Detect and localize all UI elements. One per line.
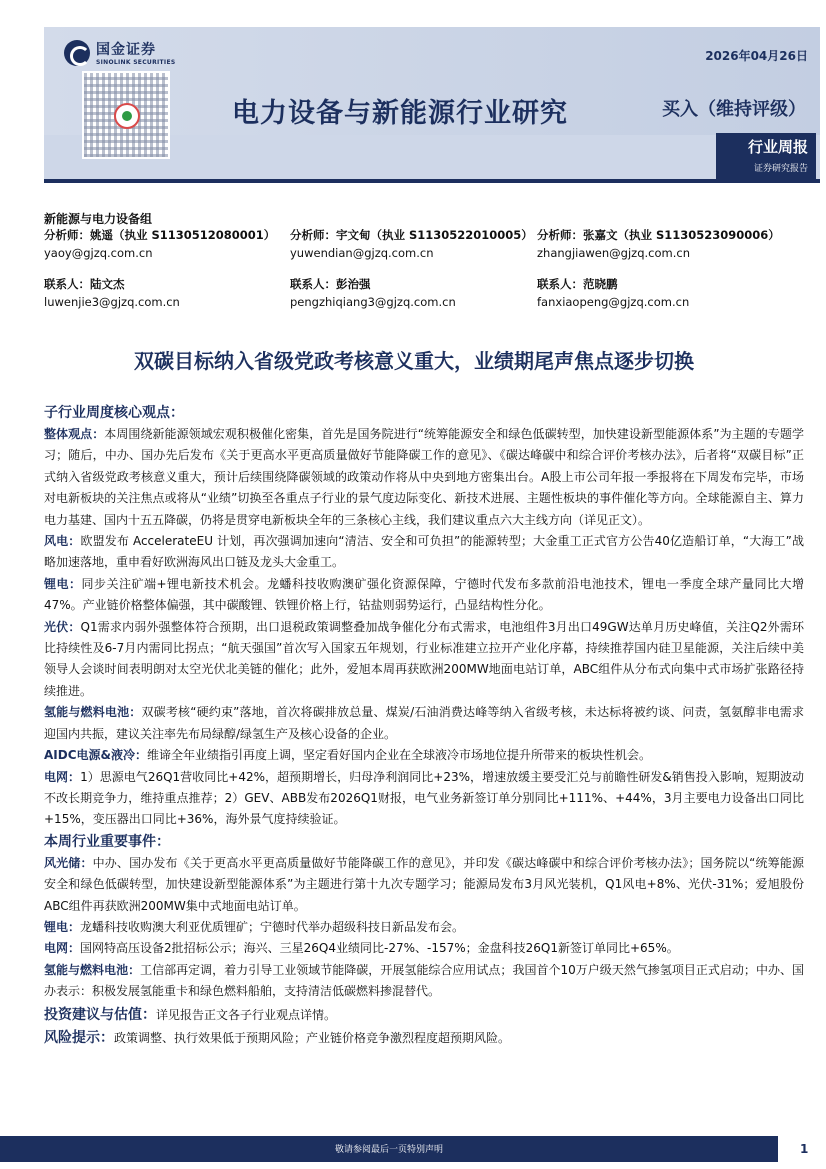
core-view-item <box>44 574 804 617</box>
qr-code-icon <box>82 71 170 159</box>
footer <box>0 1136 826 1169</box>
contact-name: 联系人：彭治强 <box>290 277 371 291</box>
logo-en: SINOLINK SECURITIES <box>96 59 176 66</box>
core-view-item <box>44 531 804 574</box>
report-date: 2026年04月26日 <box>705 49 808 63</box>
analyst-entry <box>290 226 533 262</box>
analyst-name: 分析师：宇文甸（执业 S1130522010005） <box>290 228 533 242</box>
report-type: 行业周报 <box>747 138 808 156</box>
item-text: 双碳考核“硬约束”落地，首次将碳排放总量、煤炭/石油消费达峰等纳入省级考核，未达标将被约谈、问责，氢氨醇非电需求迎国内共振，建议关注率先布局绿醇/绿氢生产及核心设备的企业。 <box>44 705 804 741</box>
company-logo <box>64 39 175 66</box>
item-text: 工信部再定调，着力引导工业领域节能降碳，开展氢能综合应用试点；我国首个10万户级天然气掺氢项目正式启动；中办、国办表示：积极发展氢能重卡和绿色燃料船舶，支持清洁低碳燃料掺混替代。 <box>44 962 804 999</box>
item-label: 锂电： <box>44 576 82 591</box>
invest-advice <box>44 1005 804 1026</box>
analyst-email[interactable]: yaoy@gjzq.com.cn <box>44 246 153 260</box>
report-title: 电力设备与新能源行业研究 <box>232 98 568 129</box>
invest-label: 投资建议与估值： <box>44 1006 156 1023</box>
header-banner <box>44 27 820 179</box>
footer-disclaimer[interactable]: 敬请参阅最后一页特别声明 <box>334 1145 443 1155</box>
contact-entry <box>44 275 180 311</box>
logo-cn: 国金证券 <box>96 42 156 58</box>
contact-email[interactable]: pengzhiqiang3@gjzq.com.cn <box>290 295 456 309</box>
item-label: 锂电： <box>44 919 81 934</box>
item-text: 维谛全年业绩指引再度上调，坚定看好国内企业在全球液冷市场地位提升所带来的板块性机会。 <box>147 748 652 763</box>
report-body <box>44 402 804 1049</box>
contact-name: 联系人：范晓鹏 <box>537 277 618 291</box>
events-title: 本周行业重要事件： <box>44 833 170 850</box>
page-number: 1 <box>800 1142 809 1156</box>
contact-email[interactable]: luwenjie3@gjzq.com.cn <box>44 295 180 309</box>
item-label: 整体观点： <box>44 427 105 441</box>
item-label: 风电： <box>44 534 81 549</box>
core-view-item <box>44 424 804 531</box>
analyst-email[interactable]: zhangjiawen@gjzq.com.cn <box>537 246 690 260</box>
core-view-item <box>44 617 804 703</box>
event-item <box>44 938 804 959</box>
event-item <box>44 960 804 1003</box>
item-label: AIDC电源&液冷： <box>44 748 147 763</box>
logo-mark-icon <box>64 40 90 66</box>
event-item <box>44 853 804 917</box>
item-text: 1）思源电气26Q1营收同比+42%，超预期增长，归母净利润同比+23%，增速放缓主要受汇兑与前瞻性研发&销售投入影响，短期波动不改长期竞争力，维持重点推荐；2）GEV、ABB发布2026Q1财报，电气业务新签订单分别同比+111%、+44%，3月主要电力设备出口同比+15%，变压器出口同比+36%，海外景气度持续验证。 <box>44 769 804 827</box>
contact-entry <box>537 275 689 311</box>
item-label: 光伏： <box>44 619 81 634</box>
item-text: 欧盟发布 AccelerateEU 计划，再次强调加速向“清洁、安全和可负担”的能源转型；大金重工正式官方公告40亿造船订单，“大海工”战略加速落地，重申看好欧洲海风出口链及龙头大金重工。 <box>44 534 804 570</box>
analyst-entry <box>44 226 275 262</box>
report-type-box <box>716 133 816 179</box>
core-view-item <box>44 767 804 831</box>
item-text: 龙蟠科技收购澳大利亚优质锂矿；宁德时代举办超级科技日新品发布会。 <box>80 919 465 934</box>
analyst-group: 新能源与电力设备组 <box>44 212 153 226</box>
contact-entry <box>290 275 456 311</box>
event-item <box>44 917 804 938</box>
item-label: 电网： <box>44 941 81 956</box>
banner-divider <box>44 179 820 183</box>
headline: 双碳目标纳入省级党政考核意义重大，业绩期尾声焦点逐步切换 <box>134 349 694 373</box>
core-view-item <box>44 745 804 766</box>
analyst-entry <box>537 226 780 262</box>
risk-label: 风险提示： <box>44 1029 114 1046</box>
core-view-item <box>44 702 804 745</box>
analyst-email[interactable]: yuwendian@gjzq.com.cn <box>290 246 434 260</box>
report-subtype: 证券研究报告 <box>753 164 808 174</box>
item-text: 国网特高压设备2批招标公示；海兴、三星26Q4业绩同比-27%、-157%；金盘科技26Q1新签订单同比+65%。 <box>80 941 679 956</box>
item-label: 氢能与燃料电池： <box>44 705 142 720</box>
item-text: 同步关注矿端+锂电新技术机会。龙蟠科技收购澳矿强化资源保障，宁德时代发布多款前沿电池技术，锂电一季度全球产量同比大增47%。产业链价格整体偏强，其中碳酸锂、铁锂价格上行，钴盐则弱势运行，凸显结构性分化。 <box>44 576 804 613</box>
item-text: 中办、国办发布《关于更高水平更高质量做好节能降碳工作的意见》，并印发《碳达峰碳中和综合评价考核办法》；国务院以“统筹能源安全和绿色低碳转型，加快建设新型能源体系”为主题进行第十九次专题学习；能源局发布3月风光装机，Q1风电+8%、光伏-31%；爱旭股份ABC组件再获欧洲200MW集中式地面电站订单。 <box>44 855 804 913</box>
qr-center-logo-icon <box>114 103 140 129</box>
invest-text: 详见报告正文各子行业观点详情。 <box>156 1007 337 1022</box>
core-views-title: 子行业周度核心观点： <box>44 405 184 421</box>
item-text: Q1需求内弱外强整体符合预期，出口退税政策调整叠加战争催化分布式需求，电池组件3月出口49GW达单月历史峰值，关注Q2外需环比持续性及6-7月内需同比拐点；“航天强国”首次写入国家五年规划，行业标准建立拉开产业化序幕，持续推荐国内硅卫星能源，关注后续中美领导人会谈时间表明朗对太空光伏北美链的催化；此外，爱旭本周再获欧洲200MW地面电站订单，ABC组件从分布式向集中式市场扩张路径持续推进。 <box>44 619 804 698</box>
analyst-name: 分析师：姚遥（执业 S1130512080001） <box>44 228 276 242</box>
rating: 买入（维持评级） <box>662 99 806 120</box>
risk-warning <box>44 1028 804 1049</box>
item-label: 电网： <box>44 769 81 784</box>
risk-text: 政策调整、执行效果低于预期风险；产业链价格竞争激烈程度超预期风险。 <box>114 1030 511 1045</box>
item-text: 本周围绕新能源领域宏观积极催化密集，首先是国务院进行“统筹能源安全和绿色低碳转型，加快建设新型能源体系”为主题的专题学习；随后，中办、国办先后发布《关于更高水平更高质量做好节能降碳工作的意见》、《碳达峰碳中和综合评价考核办法》，后者将“双碳目标”正式纳入省级党政考核意义重大，预计后续围绕降碳领域的政策动作将从中央到地方密集出台。A股上市公司年报一季报将在下周发布完毕，市场对电新板块的关注焦点或将从“业绩”切换至各重点子行业的景气度边际变化、新技术进展、主题性板块的事件催化等方向。全球能源自主、算力电力基建、国内十五五降碳，仍将是贯穿电新板块全年的三条核心主线，我们建议重点六大主线方向（详见正文）。 <box>44 427 804 527</box>
analyst-name: 分析师：张嘉文（执业 S1130523090006） <box>537 228 780 242</box>
item-label: 氢能与燃料电池： <box>44 962 141 977</box>
contact-email[interactable]: fanxiaopeng@gjzq.com.cn <box>537 295 690 309</box>
contact-name: 联系人：陆文杰 <box>44 277 125 291</box>
item-label: 风光储： <box>44 855 93 870</box>
